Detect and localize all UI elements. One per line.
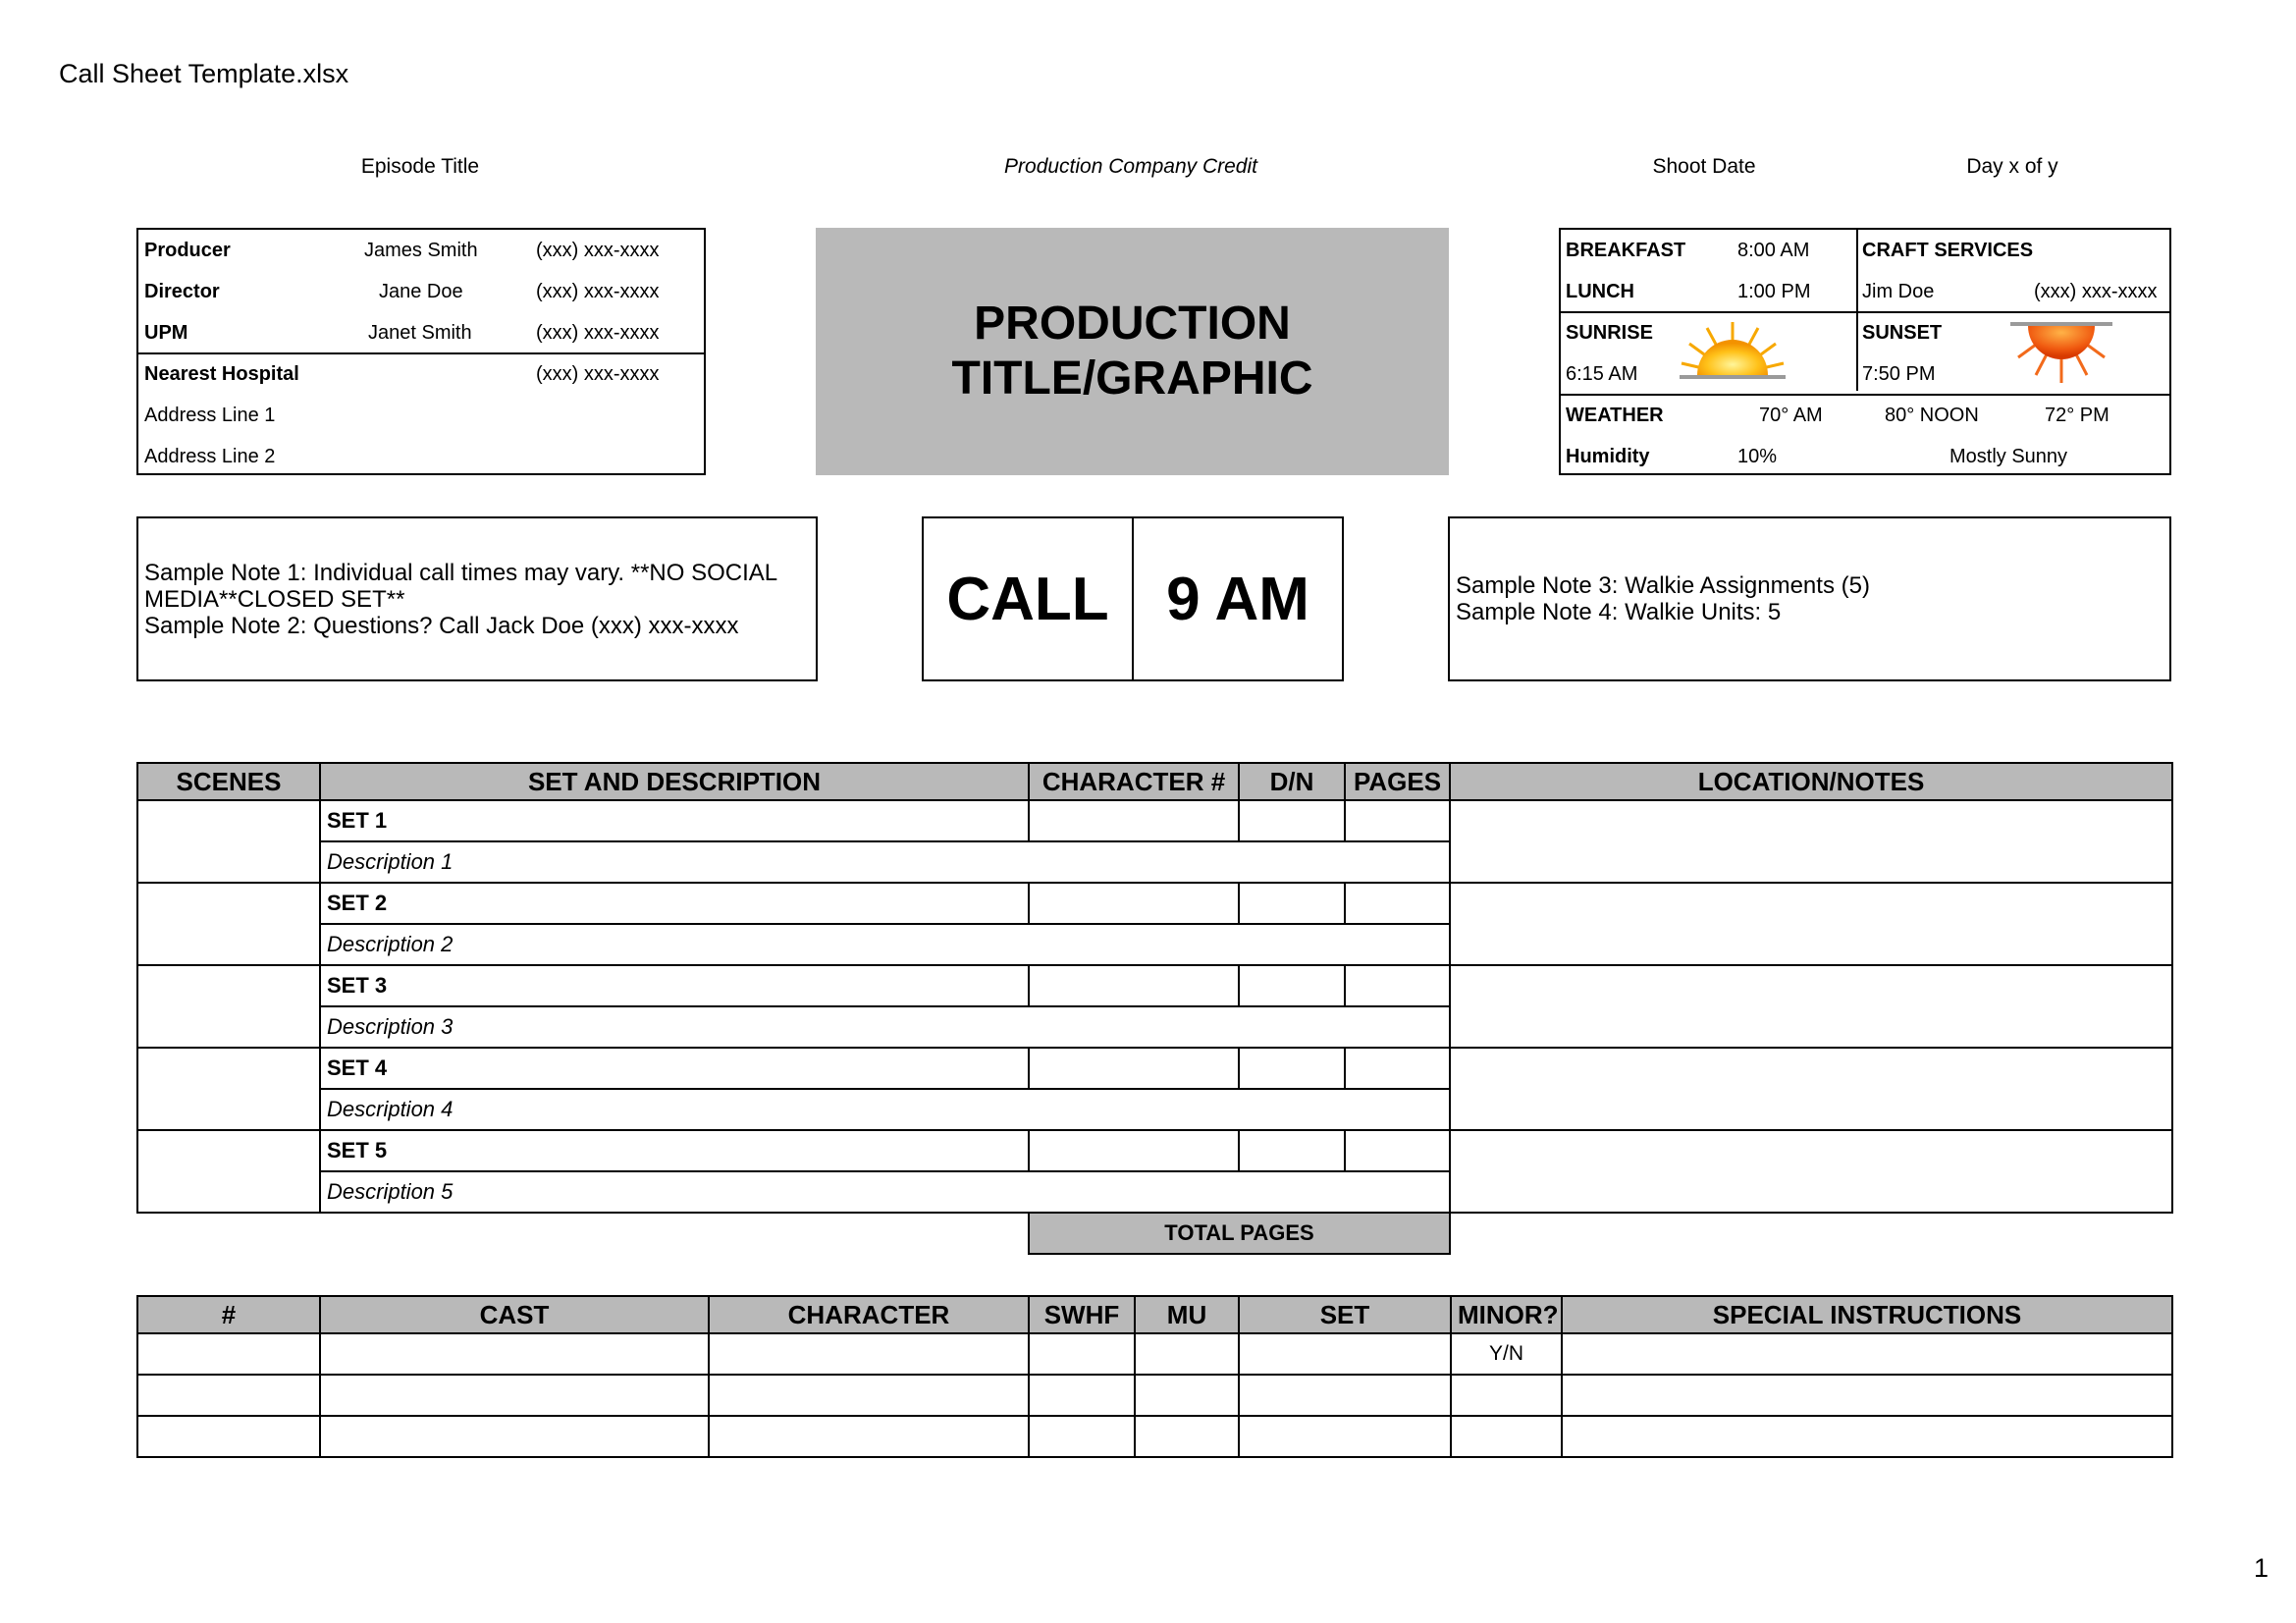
cast-cell[interactable] [1239, 1375, 1451, 1416]
producer-name: James Smith [364, 240, 478, 261]
scenes-table [136, 762, 2173, 1255]
cast-cell[interactable] [1029, 1375, 1135, 1416]
graphic-line-2: TITLE/GRAPHIC [951, 352, 1313, 405]
craft-services-name: Jim Doe [1862, 281, 1935, 302]
temp-noon: 80° NOON [1885, 405, 1979, 426]
header-special-instructions: SPECIAL INSTRUCTIONS [1562, 1296, 2172, 1333]
scene-cell[interactable] [137, 1048, 320, 1130]
cast-header-row [137, 1296, 2172, 1333]
total-pages-row [137, 1213, 2172, 1254]
table-row [137, 965, 2172, 1006]
pages-cell[interactable] [1345, 883, 1450, 924]
producer-phone: (xxx) xxx-xxxx [536, 240, 660, 261]
dn-cell[interactable] [1239, 965, 1345, 1006]
contacts-box [136, 228, 706, 475]
hospital-phone: (xxx) xxx-xxxx [536, 363, 660, 385]
character-cell[interactable] [1029, 965, 1239, 1006]
description-label[interactable]: Description 5 [320, 1171, 1450, 1213]
dn-cell[interactable] [1239, 883, 1345, 924]
cast-cell[interactable] [320, 1333, 709, 1375]
lunch-time: 1:00 PM [1737, 281, 1811, 302]
location-cell[interactable] [1450, 800, 2172, 883]
director-name: Jane Doe [379, 281, 463, 302]
minor-cell[interactable] [1451, 1416, 1562, 1457]
sunset-label: SUNSET [1862, 322, 1943, 344]
location-cell[interactable] [1450, 883, 2172, 965]
upm-role: UPM [144, 322, 188, 344]
director-phone: (xxx) xxx-xxxx [536, 281, 660, 302]
cast-cell[interactable] [709, 1333, 1029, 1375]
hospital-label: Nearest Hospital [144, 363, 299, 385]
weather-conditions: Mostly Sunny [1949, 446, 2068, 467]
table-row [137, 1333, 2172, 1375]
header-day-night: D/N [1239, 763, 1345, 800]
cast-cell[interactable] [1135, 1416, 1239, 1457]
humidity-value: 10% [1737, 446, 1778, 467]
shoot-date: Shoot Date [1652, 155, 1756, 178]
cast-cell[interactable] [1562, 1375, 2172, 1416]
notes-left [136, 516, 818, 681]
location-cell[interactable] [1450, 965, 2172, 1048]
pages-cell[interactable] [1345, 800, 1450, 841]
call-time-box [922, 516, 1344, 681]
cast-cell[interactable] [1562, 1333, 2172, 1375]
day-of: Day x of y [1966, 155, 2058, 178]
scene-cell[interactable] [137, 1130, 320, 1213]
meals-weather-box [1559, 228, 2171, 475]
set-label[interactable]: SET 3 [320, 965, 1029, 1006]
header-set-description: SET AND DESCRIPTION [320, 763, 1029, 800]
location-cell[interactable] [1450, 1130, 2172, 1213]
pages-cell[interactable] [1345, 965, 1450, 1006]
sunrise-time: 6:15 AM [1566, 363, 1638, 385]
header-cast: CAST [320, 1296, 709, 1333]
dn-cell[interactable] [1239, 800, 1345, 841]
cast-table [136, 1295, 2173, 1458]
table-row [137, 800, 2172, 841]
scene-cell[interactable] [137, 883, 320, 965]
pages-cell[interactable] [1345, 1048, 1450, 1089]
location-cell[interactable] [1450, 1048, 2172, 1130]
header-minor: MINOR? [1451, 1296, 1562, 1333]
cast-cell[interactable] [137, 1333, 320, 1375]
hospital-address-line-2: Address Line 2 [144, 446, 276, 467]
hospital-address-line-1: Address Line 1 [144, 405, 276, 426]
breakfast-label: BREAKFAST [1566, 240, 1686, 261]
description-label[interactable]: Description 1 [320, 841, 1450, 883]
humidity-label: Humidity [1566, 446, 1650, 467]
character-cell[interactable] [1029, 883, 1239, 924]
table-row [137, 1375, 2172, 1416]
graphic-line-1: PRODUCTION [974, 298, 1291, 350]
header-pages: PAGES [1345, 763, 1450, 800]
header-mu: MU [1135, 1296, 1239, 1333]
call-label: CALL [924, 518, 1134, 679]
dn-cell[interactable] [1239, 1130, 1345, 1171]
cast-cell[interactable] [1135, 1333, 1239, 1375]
scene-cell[interactable] [137, 800, 320, 883]
note-1: Sample Note 1: Individual call times may vary. **NO SOCIAL MEDIA**CLOSED SET** [144, 559, 777, 613]
temp-am: 70° AM [1759, 405, 1823, 426]
pages-cell[interactable] [1345, 1130, 1450, 1171]
temp-pm: 72° PM [2045, 405, 2109, 426]
description-label[interactable]: Description 2 [320, 924, 1450, 965]
production-company-credit: Production Company Credit [1004, 155, 1257, 178]
cast-cell[interactable] [1239, 1416, 1451, 1457]
sunset-time: 7:50 PM [1862, 363, 1936, 385]
scenes-header-row [137, 763, 2172, 800]
header-set: SET [1239, 1296, 1451, 1333]
set-label[interactable]: SET 2 [320, 883, 1029, 924]
set-label[interactable]: SET 5 [320, 1130, 1029, 1171]
weather-label: WEATHER [1566, 405, 1664, 426]
header-character-number: CHARACTER # [1029, 763, 1239, 800]
minor-cell[interactable]: Y/N [1451, 1333, 1562, 1375]
description-label[interactable]: Description 3 [320, 1006, 1450, 1048]
cast-cell[interactable] [1135, 1375, 1239, 1416]
character-cell[interactable] [1029, 800, 1239, 841]
craft-services-phone: (xxx) xxx-xxxx [2034, 281, 2158, 302]
upm-phone: (xxx) xxx-xxxx [536, 322, 660, 344]
sunset-icon [2002, 318, 2120, 389]
document-title: Call Sheet Template.xlsx [59, 59, 349, 88]
producer-role: Producer [144, 240, 231, 261]
note-2: Sample Note 2: Questions? Call Jack Doe (xxx) xxx-xxxx [144, 612, 739, 639]
set-label[interactable]: SET 1 [320, 800, 1029, 841]
table-row [137, 1416, 2172, 1457]
cast-cell[interactable] [709, 1416, 1029, 1457]
sunrise-label: SUNRISE [1566, 322, 1653, 344]
description-label[interactable]: Description 4 [320, 1089, 1450, 1130]
craft-services-label: CRAFT SERVICES [1862, 240, 2034, 261]
note-3: Sample Note 3: Walkie Assignments (5) [1456, 572, 1870, 599]
header-number: # [137, 1296, 320, 1333]
total-pages-label: TOTAL PAGES [1029, 1213, 1450, 1254]
cast-cell[interactable] [320, 1416, 709, 1457]
header-scenes: SCENES [137, 763, 320, 800]
notes-right [1448, 516, 2171, 681]
director-role: Director [144, 281, 220, 302]
cast-cell[interactable] [709, 1375, 1029, 1416]
note-4: Sample Note 4: Walkie Units: 5 [1456, 599, 1782, 625]
cast-cell[interactable] [137, 1375, 320, 1416]
cast-cell[interactable] [1029, 1416, 1135, 1457]
dn-cell[interactable] [1239, 1048, 1345, 1089]
production-title-graphic [816, 228, 1449, 475]
episode-title: Episode Title [360, 155, 480, 178]
scene-cell[interactable] [137, 965, 320, 1048]
minor-cell[interactable] [1451, 1375, 1562, 1416]
upm-name: Janet Smith [368, 322, 472, 344]
lunch-label: LUNCH [1566, 281, 1634, 302]
cast-cell[interactable] [1239, 1333, 1451, 1375]
breakfast-time: 8:00 AM [1737, 240, 1810, 261]
header-character: CHARACTER [709, 1296, 1029, 1333]
character-cell[interactable] [1029, 1048, 1239, 1089]
cast-cell[interactable] [137, 1416, 320, 1457]
cast-cell[interactable] [1029, 1333, 1135, 1375]
header-location-notes: LOCATION/NOTES [1450, 763, 2172, 800]
call-time: 9 AM [1166, 565, 1309, 633]
table-row [137, 883, 2172, 924]
cast-cell[interactable] [1562, 1416, 2172, 1457]
sunrise-icon [1674, 316, 1791, 387]
table-row [137, 1130, 2172, 1171]
set-label[interactable]: SET 4 [320, 1048, 1029, 1089]
page-number: 1 [2253, 1553, 2269, 1583]
cast-cell[interactable] [320, 1375, 709, 1416]
table-row [137, 1048, 2172, 1089]
header-swhf: SWHF [1029, 1296, 1135, 1333]
character-cell[interactable] [1029, 1130, 1239, 1171]
